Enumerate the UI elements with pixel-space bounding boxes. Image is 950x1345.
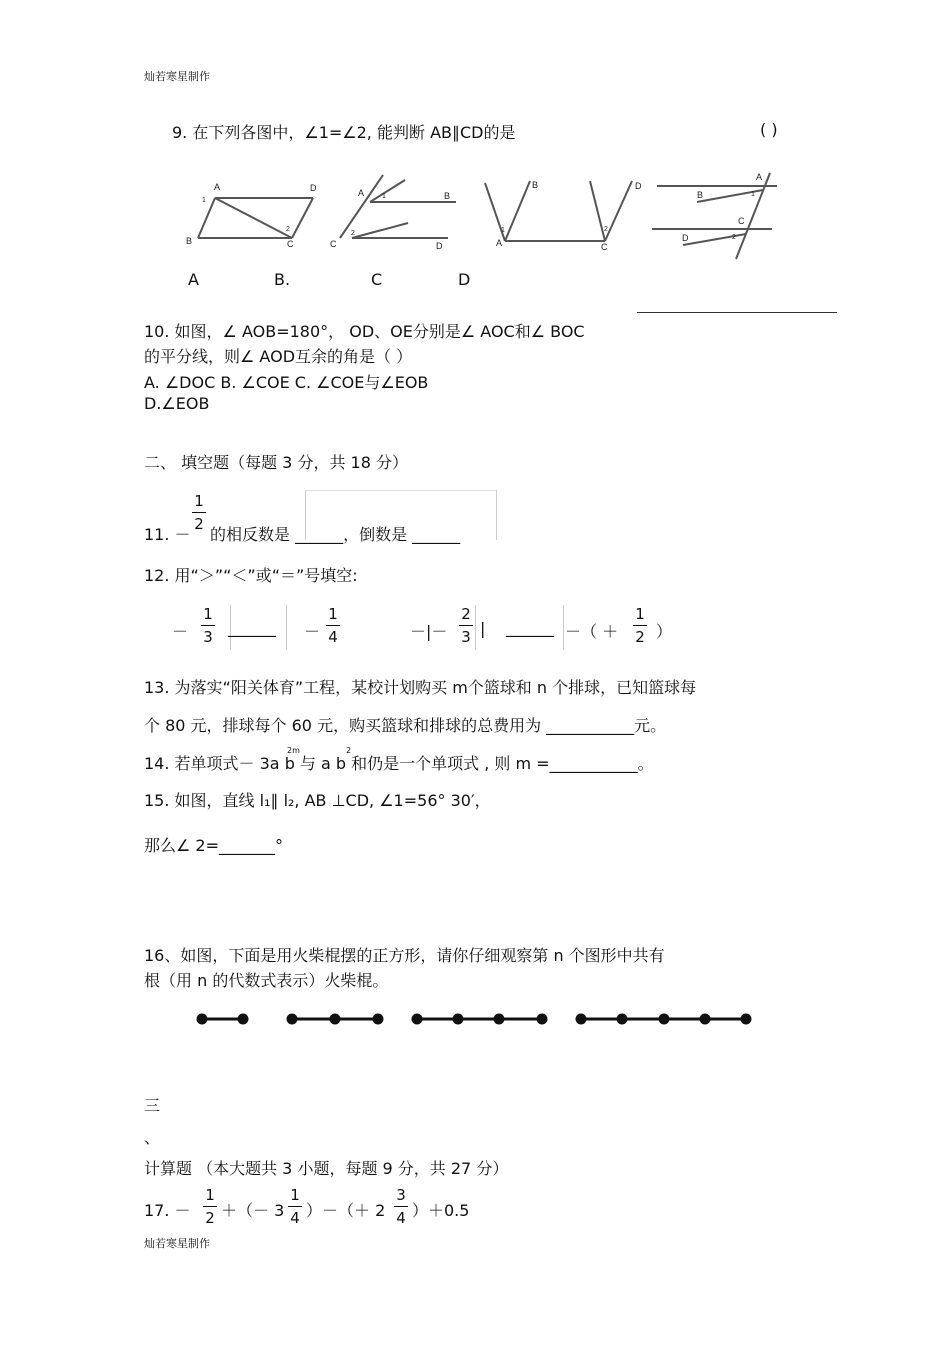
q9-option-c: C xyxy=(371,270,383,289)
q12-c-suffix: | xyxy=(480,619,486,638)
q9-figure-c xyxy=(485,181,632,241)
f1-label-a: A xyxy=(214,182,221,192)
f3-label-a: A xyxy=(496,238,503,248)
q11-fraction: 1 2 xyxy=(192,492,206,533)
q15-line2: 那么∠ 2=_______° xyxy=(144,836,284,855)
matchstick-pattern-3 xyxy=(413,1015,546,1023)
q9-option-d: D xyxy=(458,270,471,289)
section3-title: 计算题 （本大题共 3 小题，每题 9 分，共 27 分） xyxy=(144,1159,509,1178)
f3-label-c: C xyxy=(601,242,608,252)
q10-line2: 的平分线，则∠ AOD互余的角是（ ） xyxy=(144,347,413,366)
matchstick-pattern-1 xyxy=(198,1015,247,1023)
q12-text: 12. 用“＞”“＜”或“＝”号填空: xyxy=(144,566,358,585)
q11-prefix: 11. － xyxy=(144,525,191,544)
q9-figure-d xyxy=(652,173,777,259)
q12-b-sign: － xyxy=(304,622,321,641)
q9-option-b: B. xyxy=(274,270,291,289)
f4-label-b: B xyxy=(697,190,704,200)
q9-answer-paren: ( ) xyxy=(760,120,778,139)
q9-text: 9. 在下列各图中，∠1=∠2, 能判断 AB∥CD的是 xyxy=(172,123,516,142)
q12-d-fraction: 1 2 xyxy=(633,605,647,646)
divider-line xyxy=(637,312,837,313)
q16-line2: 根（用 n 的代数式表示）火柴棍。 xyxy=(144,971,389,990)
section3-mark: 、 xyxy=(144,1128,161,1147)
q10-option-d: D.∠EOB xyxy=(144,394,210,413)
f1-label-c: C xyxy=(287,239,294,249)
f3-label-b: B xyxy=(532,180,539,190)
f2-label-b: B xyxy=(444,191,451,201)
f2-label-a: A xyxy=(358,188,365,198)
header-text: 灿若寒星制作 xyxy=(144,70,210,83)
f2-label-c: C xyxy=(330,239,337,249)
f3-label-1: 1 xyxy=(501,227,505,234)
f4-label-d: D xyxy=(682,233,689,243)
footer-text: 灿若寒星制作 xyxy=(144,1237,210,1250)
q12-a-sign: － xyxy=(172,622,189,641)
q12-b-fraction: 1 4 xyxy=(326,605,340,646)
q9-figure-b xyxy=(340,175,456,238)
q17-mid2: ）－（＋ 2 xyxy=(306,1201,386,1220)
q16-matchstick-figure xyxy=(190,1008,760,1032)
q17-fraction-3: 3 4 xyxy=(394,1186,408,1227)
f4-label-c: C xyxy=(738,216,745,226)
q12-d-prefix: －（ ＋ xyxy=(565,622,619,641)
f4-label-a: A xyxy=(756,172,763,182)
q13-line1: 13. 为落实“阳关体育”工程，某校计划购买 m个篮球和 n 个排球，已知篮球每 xyxy=(144,678,697,697)
matchstick-pattern-2 xyxy=(288,1015,382,1023)
q17-suffix: ）＋0.5 xyxy=(412,1201,470,1220)
q9-figure-a xyxy=(198,198,313,238)
f4-label-2: 2 xyxy=(732,234,736,241)
f1-label-d: D xyxy=(310,183,317,193)
q9-option-a: A xyxy=(188,270,199,289)
q10-options: A. ∠DOC B. ∠COE C. ∠COE与∠EOB xyxy=(144,373,429,392)
q14-sup-2: 2 xyxy=(346,746,352,755)
section3-number: 三 xyxy=(144,1096,161,1115)
f2-label-d: D xyxy=(436,241,443,251)
q12-d-suffix: ） xyxy=(656,622,673,641)
q11-text: 的相反数是 ______，倒数是 ______ xyxy=(210,525,461,544)
q12-a-blank: ______ xyxy=(228,618,276,637)
q12-c-prefix: －|－ xyxy=(410,622,448,641)
f1-label-2: 2 xyxy=(286,226,290,233)
matchstick-pattern-4 xyxy=(577,1015,750,1023)
q12-c-fraction: 2 3 xyxy=(459,605,473,646)
q12-a-fraction: 1 3 xyxy=(201,605,215,646)
q15-line1: 15. 如图，直线 l₁∥ l₂, AB ⊥CD, ∠1=56° 30′， xyxy=(144,791,491,810)
q17-fraction-1: 1 2 xyxy=(203,1186,217,1227)
f1-label-1: 1 xyxy=(202,197,206,204)
q16-line1: 16、如图，下面是用火柴棍摆的正方形，请你仔细观察第 n 个图形中共有 xyxy=(144,946,665,965)
f3-label-d: D xyxy=(635,181,642,191)
q10-line1: 10. 如图，∠ AOB=180°， OD、OE分别是∠ AOC和∠ BOC xyxy=(144,322,585,341)
q14-text: 14. 若单项式－ 3a b 与 a b 和仍是一个单项式 , 则 m =___________。 xyxy=(144,754,654,773)
q17-fraction-2: 1 4 xyxy=(288,1186,302,1227)
f2-label-2: 2 xyxy=(351,230,355,237)
section2-title: 二、 填空题（每题 3 分，共 18 分） xyxy=(144,453,408,472)
f3-label-2: 2 xyxy=(604,226,608,233)
q14-sup-2m: 2m xyxy=(287,746,300,755)
q17-prefix: 17. － xyxy=(144,1201,191,1220)
q17-mid1: ＋（－ 3 xyxy=(221,1201,285,1220)
q12-c-blank: ______ xyxy=(506,618,554,637)
q13-line2: 个 80 元，排球每个 60 元，购买篮球和排球的总费用为 ___________元。 xyxy=(144,716,667,735)
f4-label-1: 1 xyxy=(751,191,755,198)
q9-figures xyxy=(180,165,800,265)
f1-label-b: B xyxy=(186,236,193,246)
f2-label-1: 1 xyxy=(382,193,386,200)
